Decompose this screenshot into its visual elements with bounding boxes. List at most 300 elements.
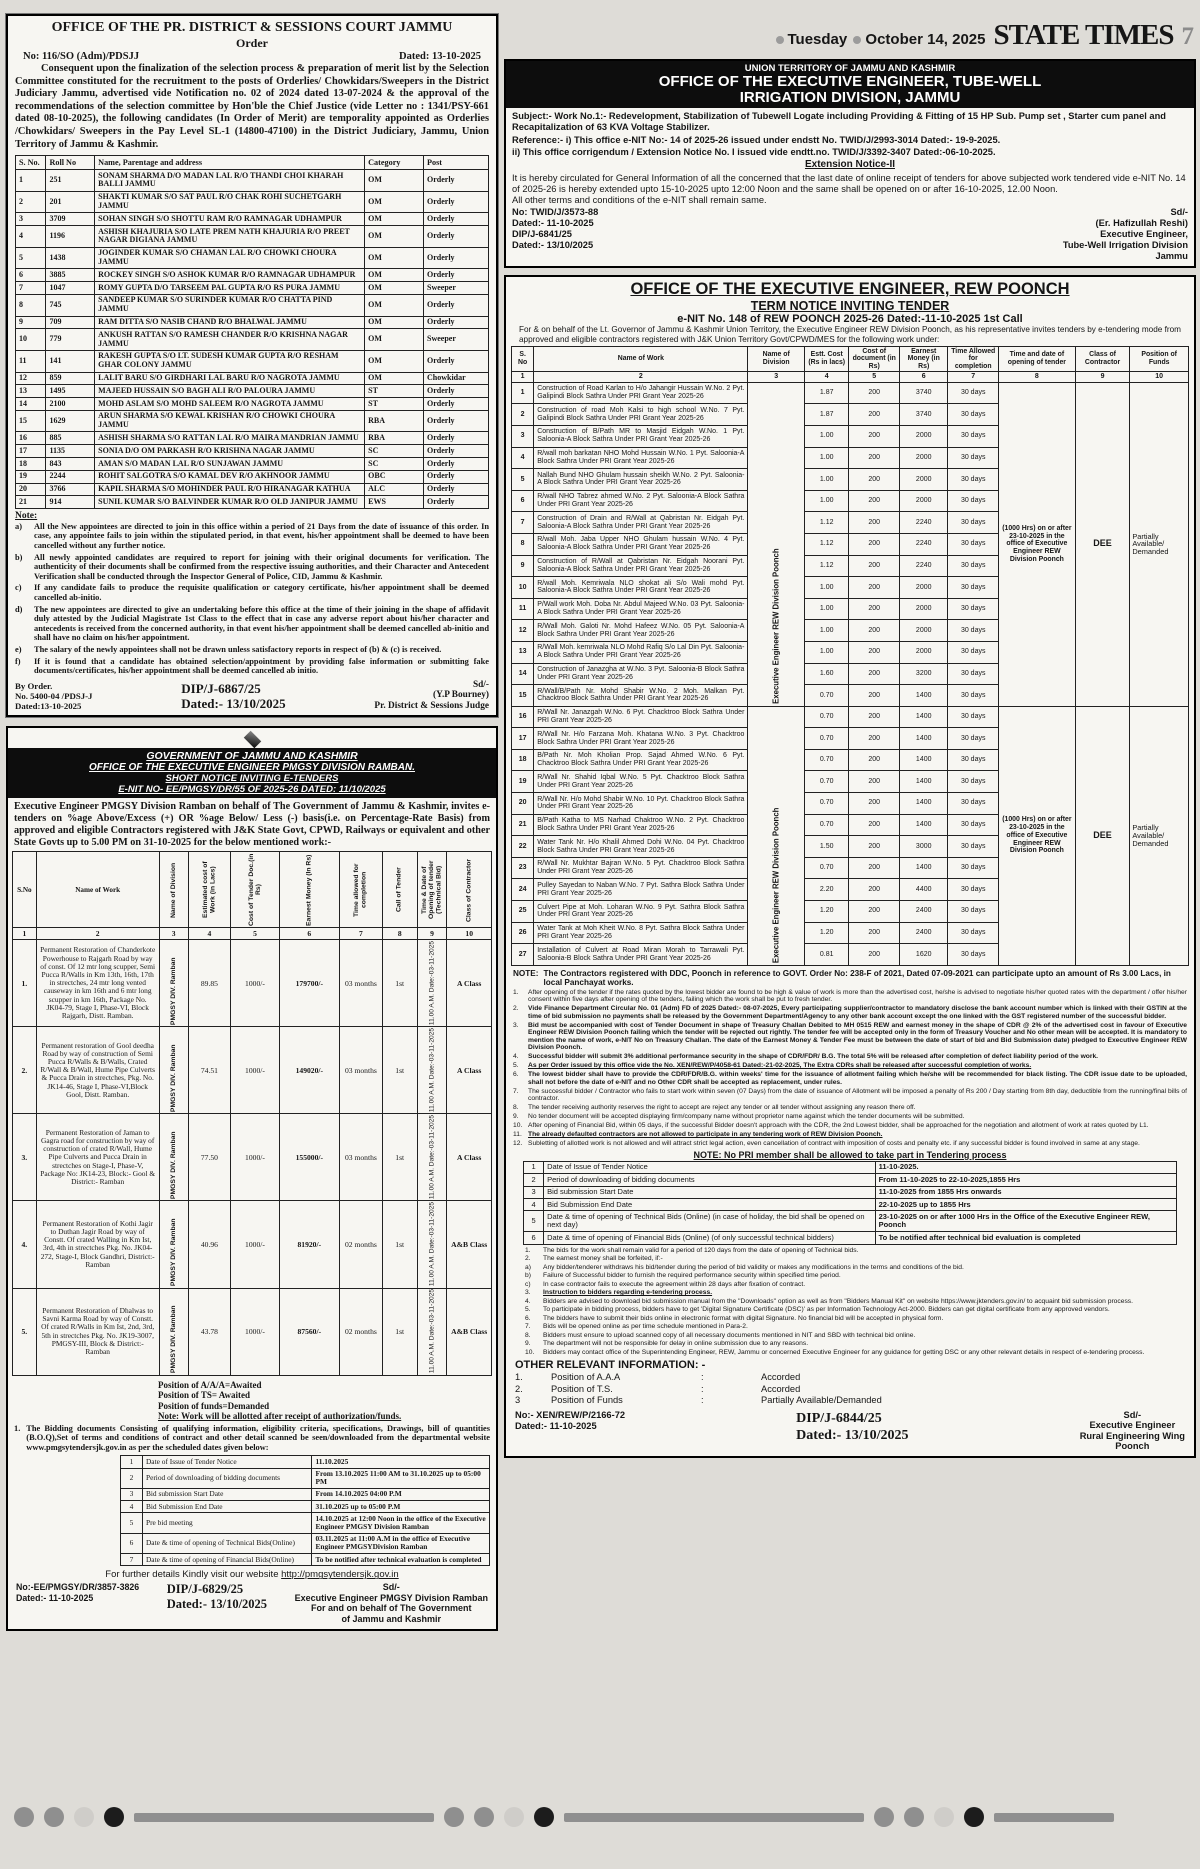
column-number: 9 [1075,372,1130,383]
court-dip-date: Dated:- 13/10/2025 [181,696,286,712]
note-number: d) [15,604,23,614]
table-cell: 1620 [899,944,948,966]
candidate-name-cell: RAM DITTA S/O NASIB CHAND R/O BHALWAL JAMMU [95,316,365,329]
note-number: 1. [513,988,519,996]
note-number: 3. [525,1289,531,1297]
table-cell: 30 days [948,857,999,879]
work-name-cell: Permanent Restoration of Jaman to Gagra road for construction by way of construction of crated R/Wall, Hume Pipe Culverts and Pucca Drain in strectches on Stage-I, Phase-V, Package No: JK14-23, Block:- Gool & District:- Ramban [36,1114,159,1201]
column-number: 7 [948,372,999,383]
tubewell-ut-line: UNION TERRITORY OF JAMMU AND KASHMIR [744,63,956,74]
pmgsy-enit-line: E-NIT NO- EE/PMGSY/DR/55 OF 2025-26 DATED: 11/10/2025 [118,784,386,796]
table-cell: 2000 [899,641,948,663]
order-note [15,657,489,676]
rew-enit-line: e-NIT No. 148 of REW POONCH 2025-26 Dated:-11-10-2025 1st Call [677,313,1023,326]
court-signatory-designation: Pr. District & Sessions Judge [374,700,489,711]
table-cell: 1000/- [231,1027,279,1114]
table-cell: ALC [365,483,424,496]
note-number: 6. [513,1071,519,1079]
table-cell: 200 [849,425,900,447]
note-number: b) [525,1272,531,1280]
masthead-day: Tuesday [787,31,848,48]
tender-condition [513,1131,1187,1139]
note-number: 6. [525,1314,531,1322]
schedule-value: 31.10.2025 up to 05:00 P.M [312,1501,490,1513]
table-cell: 709 [46,316,95,329]
table-cell: 5 [121,1513,143,1533]
pmgsy-tender-notice [6,726,498,1631]
other-info-cell: 2. [515,1383,523,1394]
table-cell: 30 days [948,598,999,620]
column-header: Call of Tender [382,852,417,928]
table-row [13,940,492,1027]
tender-instruction [525,1340,1175,1348]
table-cell: 5 [16,247,46,269]
schedule-value: 14.10.2025 at 12:00 Noon in the office of the Executive Engineer PMGSY Division Ramban [312,1513,490,1533]
table-cell: 2 [121,1468,143,1488]
table-cell: 200 [849,814,900,836]
table-cell: 30 days [948,685,999,707]
note-number: 5. [513,1062,519,1070]
candidate-name-cell: ROMY GUPTA D/O TARSEEM PAL GUPTA R/O RS PURA JAMMU [95,282,365,295]
tender-condition [513,1022,1187,1052]
table-cell: 11 [16,350,46,372]
table-cell: 7 [512,512,534,534]
table-cell: 7 [121,1554,143,1566]
tender-instruction [525,1332,1175,1340]
table-cell: 3 [524,1186,544,1198]
tubewell-body [506,108,1194,266]
pmgsy-footer-reference [16,1582,139,1603]
column-number: 3 [159,928,188,940]
order-note [15,583,489,602]
table-cell: 02 months [339,1201,382,1288]
table-cell: 26 [512,922,534,944]
column-header: Class of Contractor [447,852,492,928]
column-header: Class of Contractor [1075,346,1130,371]
opening-cell: (1000 Hrs) on or after 23-10-2025 in the office of Executive Engineer REW Division Poonch [998,706,1075,965]
table-cell: 4 [16,226,46,248]
note-number: a) [525,1263,531,1271]
schedule-value: To be notified after technical bid evaluation is completed [875,1232,1176,1244]
table-cell: 30 days [948,793,999,815]
schedule-value: From 11-10-2025 to 22-10-2025,1855 Hrs [875,1174,1176,1186]
table-cell: 1135 [46,445,95,458]
table-cell: 0.70 [805,793,849,815]
other-info-cell: Position of T.S. [551,1383,613,1394]
tender-instruction [525,1247,1175,1255]
tender-instruction [525,1264,1175,1272]
work-name-cell: B/Path Nr. Moh Kholian Prop. Sajad Ahmed W.No. 6 Pyt. Chacktroo Block Sathra Under PRI Grant Year 2025-26 [534,749,748,771]
note-number: f) [15,656,21,666]
other-info-cell: : [701,1395,704,1406]
column-number: 9 [417,928,447,940]
note-text: Any bidder/tenderer withdraws his bid/tender during the period of bid validity or makes any modifications in the terms and conditions of the bid. [543,1263,964,1271]
table-cell: 1047 [46,282,95,295]
table-cell: 30 days [948,663,999,685]
note-number: 10. [513,1122,523,1130]
table-cell: 859 [46,372,95,385]
rew-works-table [511,346,1189,966]
table-cell: 0.70 [805,728,849,750]
tender-instruction [525,1272,1175,1280]
table-cell: 200 [849,555,900,577]
table-cell: 4400 [899,879,948,901]
work-name-cell: R/Wall Nr. Mukhtar Bajran W.No. 5 Pyt. Chacktroo Block Sathra Under PRI Grant Year 2025-26 [534,857,748,879]
masthead-date: October 14, 2025 [865,31,986,48]
table-cell: 200 [849,922,900,944]
table-row [16,226,489,248]
note-number: 8. [513,1104,519,1112]
tender-condition [513,1053,1187,1061]
table-cell: 200 [849,620,900,642]
table-cell: 2400 [899,901,948,923]
table-cell: 200 [849,641,900,663]
table-cell: 200 [849,533,900,555]
candidate-name-cell: KAPIL SHARMA S/O MOHINDER PAUL R/O HIRANAGAR KATHUA [95,483,365,496]
table-row [13,1027,492,1114]
tender-instruction [525,1289,1175,1297]
note-text: The salary of the newly appointees shall not be drawn unless satisfactory reports in respect of (b) & (c) is received. [34,644,442,654]
rew-footer [515,1410,1185,1452]
table-cell: 6 [512,490,534,512]
table-cell: 843 [46,458,95,471]
table-cell: 1400 [899,793,948,815]
column-header: Name of Work [534,346,748,371]
rew-conditions-list [513,989,1187,1148]
court-notice-meta [15,51,489,62]
table-cell: Chowkidar [424,372,489,385]
table-cell: 0.70 [805,857,849,879]
schedule-value: 23-10-2025 on or after 1000 Hrs in the Office of the Executive Engineer REW, Poonch [875,1211,1176,1232]
pmgsy-ref-date: Dated:- 11-10-2025 [16,1592,94,1603]
table-cell: 200 [849,685,900,707]
table-row [16,458,489,471]
schedule-value: 22-10-2025 up to 1855 Hrs [875,1199,1176,1211]
table-cell: OM [365,372,424,385]
table-cell: 3 [512,425,534,447]
table-cell: Orderly [424,398,489,411]
table-cell: PMGSY DIV. Ramban [159,1027,188,1114]
table-cell: Orderly [424,445,489,458]
table-cell: 4. [13,1201,37,1288]
table-cell: 30 days [948,706,999,728]
opening-cell: (1000 Hrs) on or after 23-10-2025 in the office of Executive Engineer REW Division Poonch [998,382,1075,706]
column-header: Roll No [46,156,95,170]
table-cell: 1.20 [805,901,849,923]
schedule-value: From 14.10.2025 04:00 P.M [312,1488,490,1500]
table-cell: 11.00 A.M. Date:-03-11-2025 [417,1114,447,1201]
tubewell-ref-number: No: TWID/J/3573-88 [512,207,599,218]
table-cell: 3709 [46,213,95,226]
table-cell: 200 [849,706,900,728]
tubewell-dip-date: Dated:- 13/10/2025 [512,240,594,251]
table-cell: 43.78 [188,1288,231,1375]
table-cell: 03 months [339,940,382,1027]
table-cell: 1.12 [805,512,849,534]
table-cell: 1.00 [805,425,849,447]
column-number: 3 [748,372,805,383]
pmgsy-position-block [158,1380,496,1422]
table-cell: 11.00 A.M. Date:-03-11-2025 [417,1288,447,1375]
table-cell: A Class [447,1114,492,1201]
table-cell: 5 [524,1211,544,1232]
court-dip-number: DIP/J-6867/25 [181,681,261,697]
table-cell: 155000/- [279,1114,339,1201]
table-cell: Orderly [424,350,489,372]
table-row [16,316,489,329]
tender-condition [513,989,1187,1004]
table-cell: 30 days [948,490,999,512]
schedule-label: Bid submission Start Date [142,1488,312,1500]
rew-subtitle: TERM NOTICE INVITING TENDER [750,299,950,314]
table-cell: 0.70 [805,749,849,771]
table-cell: A&B Class [447,1201,492,1288]
court-signature-block [374,680,489,712]
pmgsy-logo [8,728,496,748]
table-row [16,191,489,213]
note-text: If any candidate fails to produce the requisite qualification or category certificate, his/her appointment shall be deemed cancelled ab-initio. [34,583,489,603]
contractor-class-cell: DEE [1075,706,1130,965]
table-row [16,269,489,282]
table-cell: 200 [849,749,900,771]
table-cell: 18 [512,749,534,771]
note-number: 12. [513,1140,523,1148]
table-cell: 15 [512,685,534,707]
note-text: The department will not be responsible for delay in online submission due to any reasons. [543,1340,809,1348]
table-cell: 2100 [46,398,95,411]
table-cell: 30 days [948,620,999,642]
note-number: 5. [525,1306,531,1314]
table-cell: 4 [524,1199,544,1211]
table-cell: 8 [16,294,46,316]
table-cell: 30 days [948,771,999,793]
column-number: 8 [998,372,1075,383]
table-cell: 2240 [899,555,948,577]
table-cell: 2240 [899,533,948,555]
rew-dip-date: Dated:- 13/10/2025 [796,1427,909,1443]
table-cell: 1400 [899,814,948,836]
footer-decoration [14,1806,1186,1828]
work-name-cell: R/Wall Nr. Shahid Iqbal W.No. 5 Pyt. Chacktroo Block Sathra Under PRI Grant Year 2025-26 [534,771,748,793]
note-text: In case contractor fails to execute the agreement within 28 days after fixation of contract. [543,1280,806,1288]
tender-condition [513,1104,1187,1112]
table-cell: 1400 [899,685,948,707]
candidate-name-cell: SONIA D/O OM PARKASH R/O KRISHNA NAGAR JAMMU [95,445,365,458]
column-number: 4 [805,372,849,383]
rew-ref-number: No:- XEN/REW/P/2166-72 [515,1409,626,1420]
column-header: S. No. [16,156,46,170]
candidate-name-cell: SOHAN SINGH S/O SHOTTU RAM R/O RAMNAGAR UDHAMPUR [95,213,365,226]
table-cell: A&B Class [447,1288,492,1375]
candidate-name-cell: JOGINDER KUMAR S/O CHAMAN LAL R/O CHOWKI CHOURA JAMMU [95,247,365,269]
schedule-label: Bid submission Start Date [544,1186,876,1198]
schedule-value: 11-10-2025 from 1855 Hrs onwards [875,1186,1176,1198]
table-cell: Orderly [424,483,489,496]
table-row [16,432,489,445]
tubewell-office-line1: OFFICE OF THE EXECUTIVE ENGINEER, TUBE-WELL [658,73,1042,90]
table-cell: 1st [382,940,417,1027]
bar-icon [994,1813,1114,1822]
table-cell: 24 [512,879,534,901]
column-header: Earnest Money (In Rs) [279,852,339,928]
order-note [15,645,489,655]
table-cell: RBA [365,432,424,445]
other-info-cell: : [701,1383,704,1394]
candidate-name-cell: ROHIT SALGOTRA S/O KAMAL DEV R/O AKHNOOR JAMMU [95,470,365,483]
note-number: 2. [525,1255,531,1263]
tubewell-signatory-title2: Tube-Well Irrigation Division [1062,240,1188,251]
column-header: Estimated cost of Work (in Lacs) [188,852,231,928]
table-cell: 2000 [899,447,948,469]
table-cell: 87560/- [279,1288,339,1375]
table-cell: PMGSY DIV. Ramban [159,1201,188,1288]
table-row [524,1161,1177,1173]
table-row [16,483,489,496]
court-order-notice [6,14,498,717]
schedule-value: To be notified after technical evaluation is completed [312,1554,490,1566]
court-notice-subtitle: Order [236,36,268,50]
court-sd: Sd/- [472,679,489,690]
note-text: As per Order issued by this office vide the No. XEN/REW/P/4058-61 Dated:-21-02-2025, The Extra CDRs shall be released after successful completion of works. [528,1062,1032,1070]
work-name-cell: Permanent Restoration of Chanderkote Powerhouse to Rajgarh Road by way of const. Of 12 mtr long scupper, Semi Pucca R/Walls in Km 13th, 16th, 17th in strectches, 24 mtr long vented causeway in km 16th and 6 mtr long scupper in km 16th, Package No. JK04-79, Stage I, Phase-VI, Block Rajgarh, Distt. Ramban. [36,940,159,1027]
note-text: The bidders have to submit their bids online in electronic format with digital Signature. No financial bid will be accepted in physical form. [543,1314,944,1322]
table-row [524,1186,1177,1198]
rew-other-info-title: OTHER RELEVANT INFORMATION: - [515,1359,706,1372]
dot-icon [74,1807,94,1827]
schedule-label: Pre bid meeting [142,1513,312,1533]
table-row [524,1199,1177,1211]
table-cell: 11.00 A.M. Date:-03-11-2025 [417,940,447,1027]
table-cell: OM [365,329,424,351]
table-cell: 20 [512,793,534,815]
schedule-value: 11.10.2025 [312,1456,490,1468]
schedule-label: Bid Submission End Date [142,1501,312,1513]
work-name-cell: Permanent restoration of Gool deedha Road by way of construction of Semi Pucca R/Walls & B/Walls, Crated R/Wall & B/Wall, Hume Pipe Culverts & Pucca Drain in strectches, Pkg. No. JK14-46, Stage I, Phase-VI,Block Gool, Distt. Ramban. [36,1027,159,1114]
table-row [121,1554,490,1566]
schedule-label: Date of Issue of Tender Notice [142,1456,312,1468]
table-cell: 149020/- [279,1027,339,1114]
tender-condition [513,1088,1187,1103]
note-number: 4. [525,1297,531,1305]
dot-icon [44,1807,64,1827]
table-row [512,706,1189,728]
table-cell: 4 [121,1501,143,1513]
table-cell: 1.87 [805,382,849,404]
court-order-date: Dated: 13-10-2025 [399,51,481,62]
pmgsy-dip-block [167,1582,267,1612]
note-text: After opening of Financial Bid, within 05 days, if the successful Bidder doesn't approach with the CDR, the 2nd Lowest bidder, shall be approached for the negotiation and allotment of work at rates quoted by L1. [528,1122,1149,1130]
table-cell: SC [365,445,424,458]
tubewell-extension-title: Extension Notice-II [804,159,895,171]
column-header: Category [365,156,424,170]
other-info-cell: : [701,1372,704,1383]
rew-signatory-title3: Poonch [1115,1441,1150,1452]
table-cell: 19 [512,771,534,793]
work-name-cell: R/Wall Moh. Galoti Nr. Mohd Hafeez W.No. 05 Pyt. Saloonia-A Block Sathra Under PRI Grant Year 2025-26 [534,620,748,642]
rew-dip-number: DIP/J-6844/25 [796,1410,882,1426]
table-row [121,1533,490,1553]
table-cell: 7 [16,282,46,295]
table-cell: Orderly [424,410,489,432]
table-row [524,1211,1177,1232]
table-cell: 885 [46,432,95,445]
tubewell-reference2: ii) This office corrigendum / Extension Notice No. I issued vide endtt.no. TWID/J/3392-3407 Dated:-06-10-2025. [512,147,996,158]
table-cell: Orderly [424,213,489,226]
note-number: a) [15,521,22,531]
pmgsy-header-band [8,748,496,798]
funds-position-cell: Partially Available/ Demanded [1130,382,1189,706]
work-name-cell: Construction of Drain and R/Wall at Qabristan Nr. Eidgah Pyt. Saloonia-A Block Sathra Under PRI Grant Year 2025-26 [534,512,748,534]
court-notice-title: OFFICE OF THE PR. DISTRICT & SESSIONS COURT JAMMU [51,20,453,35]
other-info-cell: Position of A.A.A [551,1372,621,1383]
table-cell: 200 [849,598,900,620]
court-notice-footer [15,680,489,712]
table-cell: 3 [121,1488,143,1500]
candidate-name-cell: ASHISH SHARMA S/O RATTAN LAL R/O MAIRA MANDRIAN JAMMU [95,432,365,445]
table-cell: OM [365,350,424,372]
table-cell: OM [365,213,424,226]
table-cell: OM [365,191,424,213]
work-name-cell: R/Wall Nr. Janazgah W.No. 6 Pyt. Chacktroo Block Sathra Under PRI Grant Year 2025-26 [534,706,748,728]
column-number: 1 [13,928,37,940]
tender-instruction [525,1349,1175,1357]
tender-condition [513,1071,1187,1086]
table-cell: 30 days [948,447,999,469]
table-cell: OM [365,282,424,295]
column-number: 2 [36,928,159,940]
note-text: Subletting of allotted work is not allowed and will attract strict legal action, even cancellation of contract with imposition of costs and penalty etc. if any successful bidder is found involved in same at any stage. [528,1140,1140,1148]
bar-icon [134,1813,434,1822]
table-row [16,496,489,509]
pmgsy-notice-type: SHORT NOTICE INVITING E-TENDERS [165,773,339,785]
table-cell: 200 [849,404,900,426]
note-number: 9. [525,1340,531,1348]
column-header: Post [424,156,489,170]
table-cell: 30 days [948,641,999,663]
work-name-cell: P/Wall work Moh. Doba Nr. Abdul Majeed W.No. 03 Pyt. Saloonia-A Block Sathra Under PRI Grant Year 2025-26 [534,598,748,620]
table-cell: 141 [46,350,95,372]
note-text: Instruction to bidders regarding e-tendering process. [543,1289,713,1297]
schedule-label: Date & time of opening of Financial Bids(Online) [142,1554,312,1566]
pmgsy-signature-block [295,1582,488,1624]
note-number: 10. [525,1348,535,1356]
table-cell: 779 [46,329,95,351]
table-cell: A Class [447,940,492,1027]
schedule-label: Period of downloading of bidding documents [142,1468,312,1488]
newspaper-masthead [504,19,1196,56]
rew-signatory-title2: Rural Engineering Wing [1079,1430,1185,1441]
table-cell: 1st [382,1201,417,1288]
note-text: After opening of the tender if the rates quoted by the lowest bidder are found to be high & value of work is more than the advertised cost, he/she is advised to negotiate his/her quoted rates with the department / offer his/her consent within five days after opening of the tenders, failing which the work shall be put to fresh tender. [528,988,1187,1004]
rew-signatory-title1: Executive Engineer [1089,1420,1176,1431]
dot-icon [904,1807,924,1827]
table-cell: 02 months [339,1288,382,1375]
table-cell: 13 [512,641,534,663]
column-number: 7 [339,928,382,940]
table-cell: 30 days [948,404,999,426]
note-number: b) [15,552,23,562]
table-cell: 77.50 [188,1114,231,1201]
candidate-name-cell: SANDEEP KUMAR S/O SURINDER KUMAR R/O CHATTA PIND JAMMU [95,294,365,316]
table-cell: 3740 [899,404,948,426]
table-cell: 11.00 A.M. Date:-03-11-2025 [417,1201,447,1288]
column-number: 5 [849,372,900,383]
dot-icon [14,1807,34,1827]
tubewell-office-line2: IRRIGATION DIVISION, JAMMU [739,89,961,106]
table-cell: OBC [365,470,424,483]
candidate-name-cell: SUNIL KUMAR S/O BALVINDER KUMAR R/O OLD JANIPUR JAMMU [95,496,365,509]
pmgsy-signatory-line2: For and on behalf of The Government [311,1603,472,1614]
